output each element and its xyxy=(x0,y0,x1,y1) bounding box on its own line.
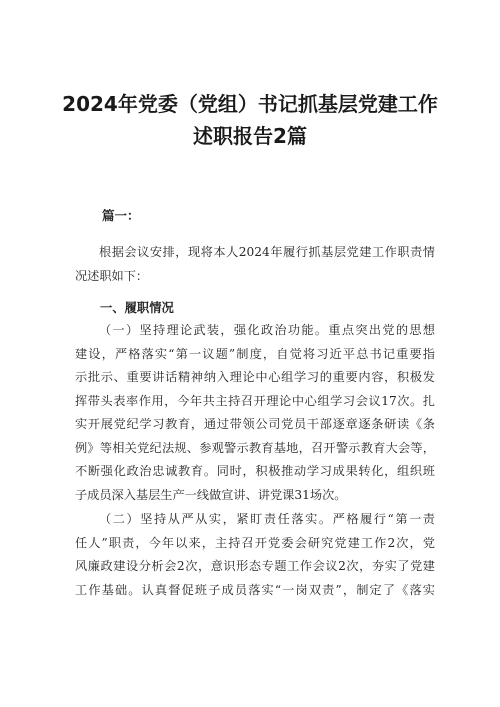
paragraph-line: 任人”职责，今年以来，主持召开党委会研究党建工作2次，党 xyxy=(75,535,435,550)
paragraph-line: 风廉政建设分析会2次，意识形态专题工作会议2次，夯实了党建 xyxy=(75,559,435,573)
paragraph-line: （二）坚持从严从实，紧盯责任落实。严格履行“第一责 xyxy=(99,512,435,526)
paragraph-line: 建设，严格落实“第一议题”制度，自觉将习近平总书记重要指 xyxy=(75,346,435,361)
paragraph-line: 不断强化政治忠诚教育。同时，积极推动学习成果转化，组织班 xyxy=(75,464,435,478)
paragraph-responsibility xyxy=(75,508,435,602)
heading-performance: 一、履职情况 xyxy=(100,301,174,315)
paragraph-theory xyxy=(75,319,435,507)
paragraph-line: 工作基础。认真督促班子成员落实“一岗双责”，制定了《落实 xyxy=(75,582,435,597)
section-label: 篇一： xyxy=(102,208,140,223)
paragraph-line: 示批示、重要讲话精神纳入理论中心组学习的重要内容，积极发 xyxy=(75,370,435,384)
paragraph-line: 根据会议安排，现将本人2024年履行抓基层党建工作职责情 xyxy=(99,245,435,259)
document-title-line-1: 2024年党委（党组）书记抓基层党建工作 xyxy=(62,92,438,116)
paragraph-line: （一）坚持理论武装，强化政治功能。重点突出党的思想 xyxy=(99,323,435,337)
paragraph-line: 况述职如下： xyxy=(75,268,149,283)
paragraph-line: 实开展党纪学习教育，通过带领公司党员干部逐章逐条研读《条 xyxy=(75,417,435,431)
document-title-line-2: 述职报告2篇 xyxy=(193,124,307,148)
paragraph-line: 子成员深入基层生产一线做宣讲、讲党课31场次。 xyxy=(75,487,347,502)
intro-paragraph xyxy=(75,241,435,288)
paragraph-line: 挥带头表率作用，今年共主持召开理论中心组学习会议17次。扎 xyxy=(75,393,435,408)
paragraph-line: 例》等相关党纪法规、参观警示教育基地，召开警示教育大会等， xyxy=(75,440,435,455)
